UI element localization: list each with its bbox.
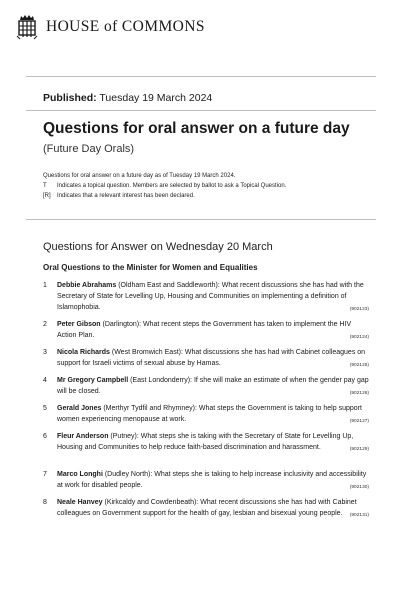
- question-reference: (902124): [349, 334, 369, 340]
- question-number: 3: [43, 349, 47, 356]
- question-text: What steps the Government is taking to help support women experiencing menopause at work.: [57, 405, 362, 423]
- key-description: Indicates a topical question. Members are selected by ballot to ask a Topical Question.: [57, 183, 287, 189]
- question-item: [43, 404, 373, 428]
- constituency: (Oldham East and Saddleworth):: [118, 282, 220, 289]
- question-text: What recent discussions she has had with the Secretary of State for Levelling Up, Housing and Communities on implementing a definition of Islamophobia.: [57, 282, 364, 311]
- question-number: 4: [43, 377, 47, 384]
- member-name: Mr Gregory Campbell: [57, 377, 129, 384]
- member-name: Gerald Jones: [57, 405, 102, 412]
- intro-line: Questions for oral answer on a future day as of Tuesday 19 March 2024.: [43, 173, 236, 179]
- question-item: [43, 348, 373, 372]
- constituency: (Dudley North):: [104, 471, 153, 478]
- portcullis-logo-icon: [16, 14, 38, 40]
- document-subtitle: (Future Day Orals): [43, 143, 135, 155]
- question-item: [43, 432, 373, 456]
- question-reference: (902130): [349, 484, 369, 490]
- document-title: Questions for oral answer on a future day: [43, 120, 350, 137]
- question-text: What discussions she has had with Cabinet colleagues on support for Israeli victims of sexual abuse by Hamas.: [57, 349, 366, 367]
- question-reference: (902131): [349, 512, 369, 518]
- member-name: Nicola Richards: [57, 349, 110, 356]
- published-label: Published:: [43, 92, 97, 104]
- question-number: 8: [43, 499, 47, 506]
- constituency: (West Bromwich East):: [111, 349, 183, 356]
- question-item: [43, 281, 373, 315]
- question-item: [43, 470, 373, 494]
- question-item: [43, 498, 373, 522]
- key-row: [43, 181, 373, 191]
- question-text: What steps she is taking with the Secretary of State for Levelling Up, Housing and Communities to help reduce faith-based discrimination and harassment.: [57, 433, 354, 451]
- house-name: HOUSE of COMMONS: [46, 18, 205, 35]
- key-symbol: T: [43, 183, 47, 189]
- question-text: What steps she is taking to help increase inclusivity and accessibility at work for disabled people.: [57, 471, 367, 489]
- member-name: Peter Gibson: [57, 321, 101, 328]
- question-number: 7: [43, 471, 47, 478]
- question-number: 2: [43, 321, 47, 328]
- question-item: [43, 320, 373, 344]
- question-text: What recent discussions she has had with Cabinet colleagues on Government support for the health of gay, lesbian and bisexual young people.: [57, 499, 357, 517]
- minister-heading: Oral Questions to the Minister for Women and Equalities: [43, 263, 258, 272]
- question-number: 5: [43, 405, 47, 412]
- question-reference: (902129): [349, 446, 369, 452]
- question-item: [43, 376, 373, 400]
- member-name: Fleur Anderson: [57, 433, 109, 440]
- question-reference: (902126): [349, 390, 369, 396]
- constituency: (East Londonderry):: [130, 377, 193, 384]
- member-name: Debbie Abrahams: [57, 282, 117, 289]
- page-header: [16, 14, 205, 40]
- constituency: (Putney):: [110, 433, 139, 440]
- key-row: [43, 191, 373, 201]
- question-number: 6: [43, 433, 47, 440]
- section-heading: Questions for Answer on Wednesday 20 March: [43, 241, 273, 253]
- header-divider: [26, 76, 376, 77]
- question-reference: (902123): [349, 306, 369, 312]
- intro-block: [43, 171, 373, 201]
- constituency: (Darlington):: [102, 321, 142, 328]
- member-name: Marco Longhi: [57, 471, 103, 478]
- constituency: (Merthyr Tydfil and Rhymney):: [103, 405, 197, 412]
- key-description: Indicates that a relevant interest has been declared.: [57, 193, 195, 199]
- key-symbol: [R]: [43, 193, 51, 199]
- question-number: 1: [43, 282, 47, 289]
- question-text: What recent steps the Government has taken to implement the HIV Action Plan.: [57, 321, 352, 339]
- question-reference: (902127): [349, 418, 369, 424]
- published-line: [43, 92, 212, 104]
- question-text: If she will make an estimate of when the gender pay gap will be closed.: [57, 377, 369, 395]
- question-reference: (902125): [349, 362, 369, 368]
- intro-divider: [26, 219, 376, 220]
- constituency: (Kirkcaldy and Cowdenbeath):: [104, 499, 199, 506]
- member-name: Neale Hanvey: [57, 499, 103, 506]
- published-divider: [26, 110, 376, 111]
- published-date: Tuesday 19 March 2024: [99, 92, 213, 104]
